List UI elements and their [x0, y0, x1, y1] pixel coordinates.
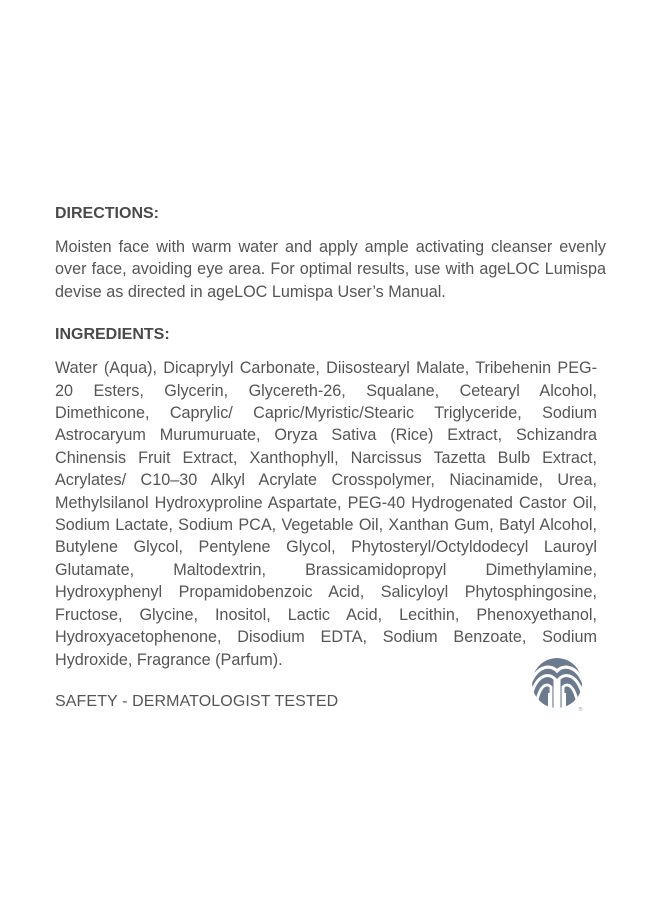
- registered-mark: ®: [578, 707, 583, 713]
- product-info: [55, 204, 606, 711]
- safety-label: SAFETY - DERMATOLOGIST TESTED: [55, 692, 339, 710]
- ingredients-text: Water (Aqua), Dicaprylyl Carbonate, Diisostearyl Malate, Tribehenin PEG-20 Esters, Glycerin, Glycereth-26, Squalane, Cetearyl Alcohol, Dimethicone, Caprylic/ Capric/Myristic/Stearic Triglyceride, Sodium Astrocaryum Murumuruate, Oryza Sativa (Rice) Extract, Schizandra Chinensis Fruit Extract, Xanthophyll, Narcissus Tazetta Bulb Extract, Acrylates/ C10–30 Alkyl Acrylate Crosspolymer, Niacinamide, Urea, Methylsilanol Hydroxyproline Aspartate, PEG-40 Hydrogenated Castor Oil, Sodium Lactate, Sodium PCA, Vegetable Oil, Xanthan Gum, Batyl Alcohol, Butylene Glycol, Pentylene Glycol, Phytosteryl/Octyldodecyl Lauroyl Glutamate, Maltodextrin, Brassicamidopropyl Dimethylamine, Hydroxyphenyl Propamidobenzoic Acid, Salicyloyl Phytosphingosine, Fructose, Glycine, Inositol, Lactic Acid, Lecithin, Phenoxyethanol, Hydroxyacetophenone, Disodium EDTA, Sodium Benzoate, Sodium Hydroxide, Fragrance (Parfum).: [55, 359, 597, 669]
- directions-text: Moisten face with warm water and apply ample activating cleanser evenly over face, avoiding eye area. For optimal results, use with ageLOC Lumispa devise as directed in ageLOC Lumispa User’s Manual.: [55, 238, 606, 301]
- ingredients-heading: INGREDIENTS:: [55, 326, 170, 344]
- directions-heading: DIRECTIONS:: [55, 205, 159, 222]
- brand-logo-icon: [531, 657, 585, 713]
